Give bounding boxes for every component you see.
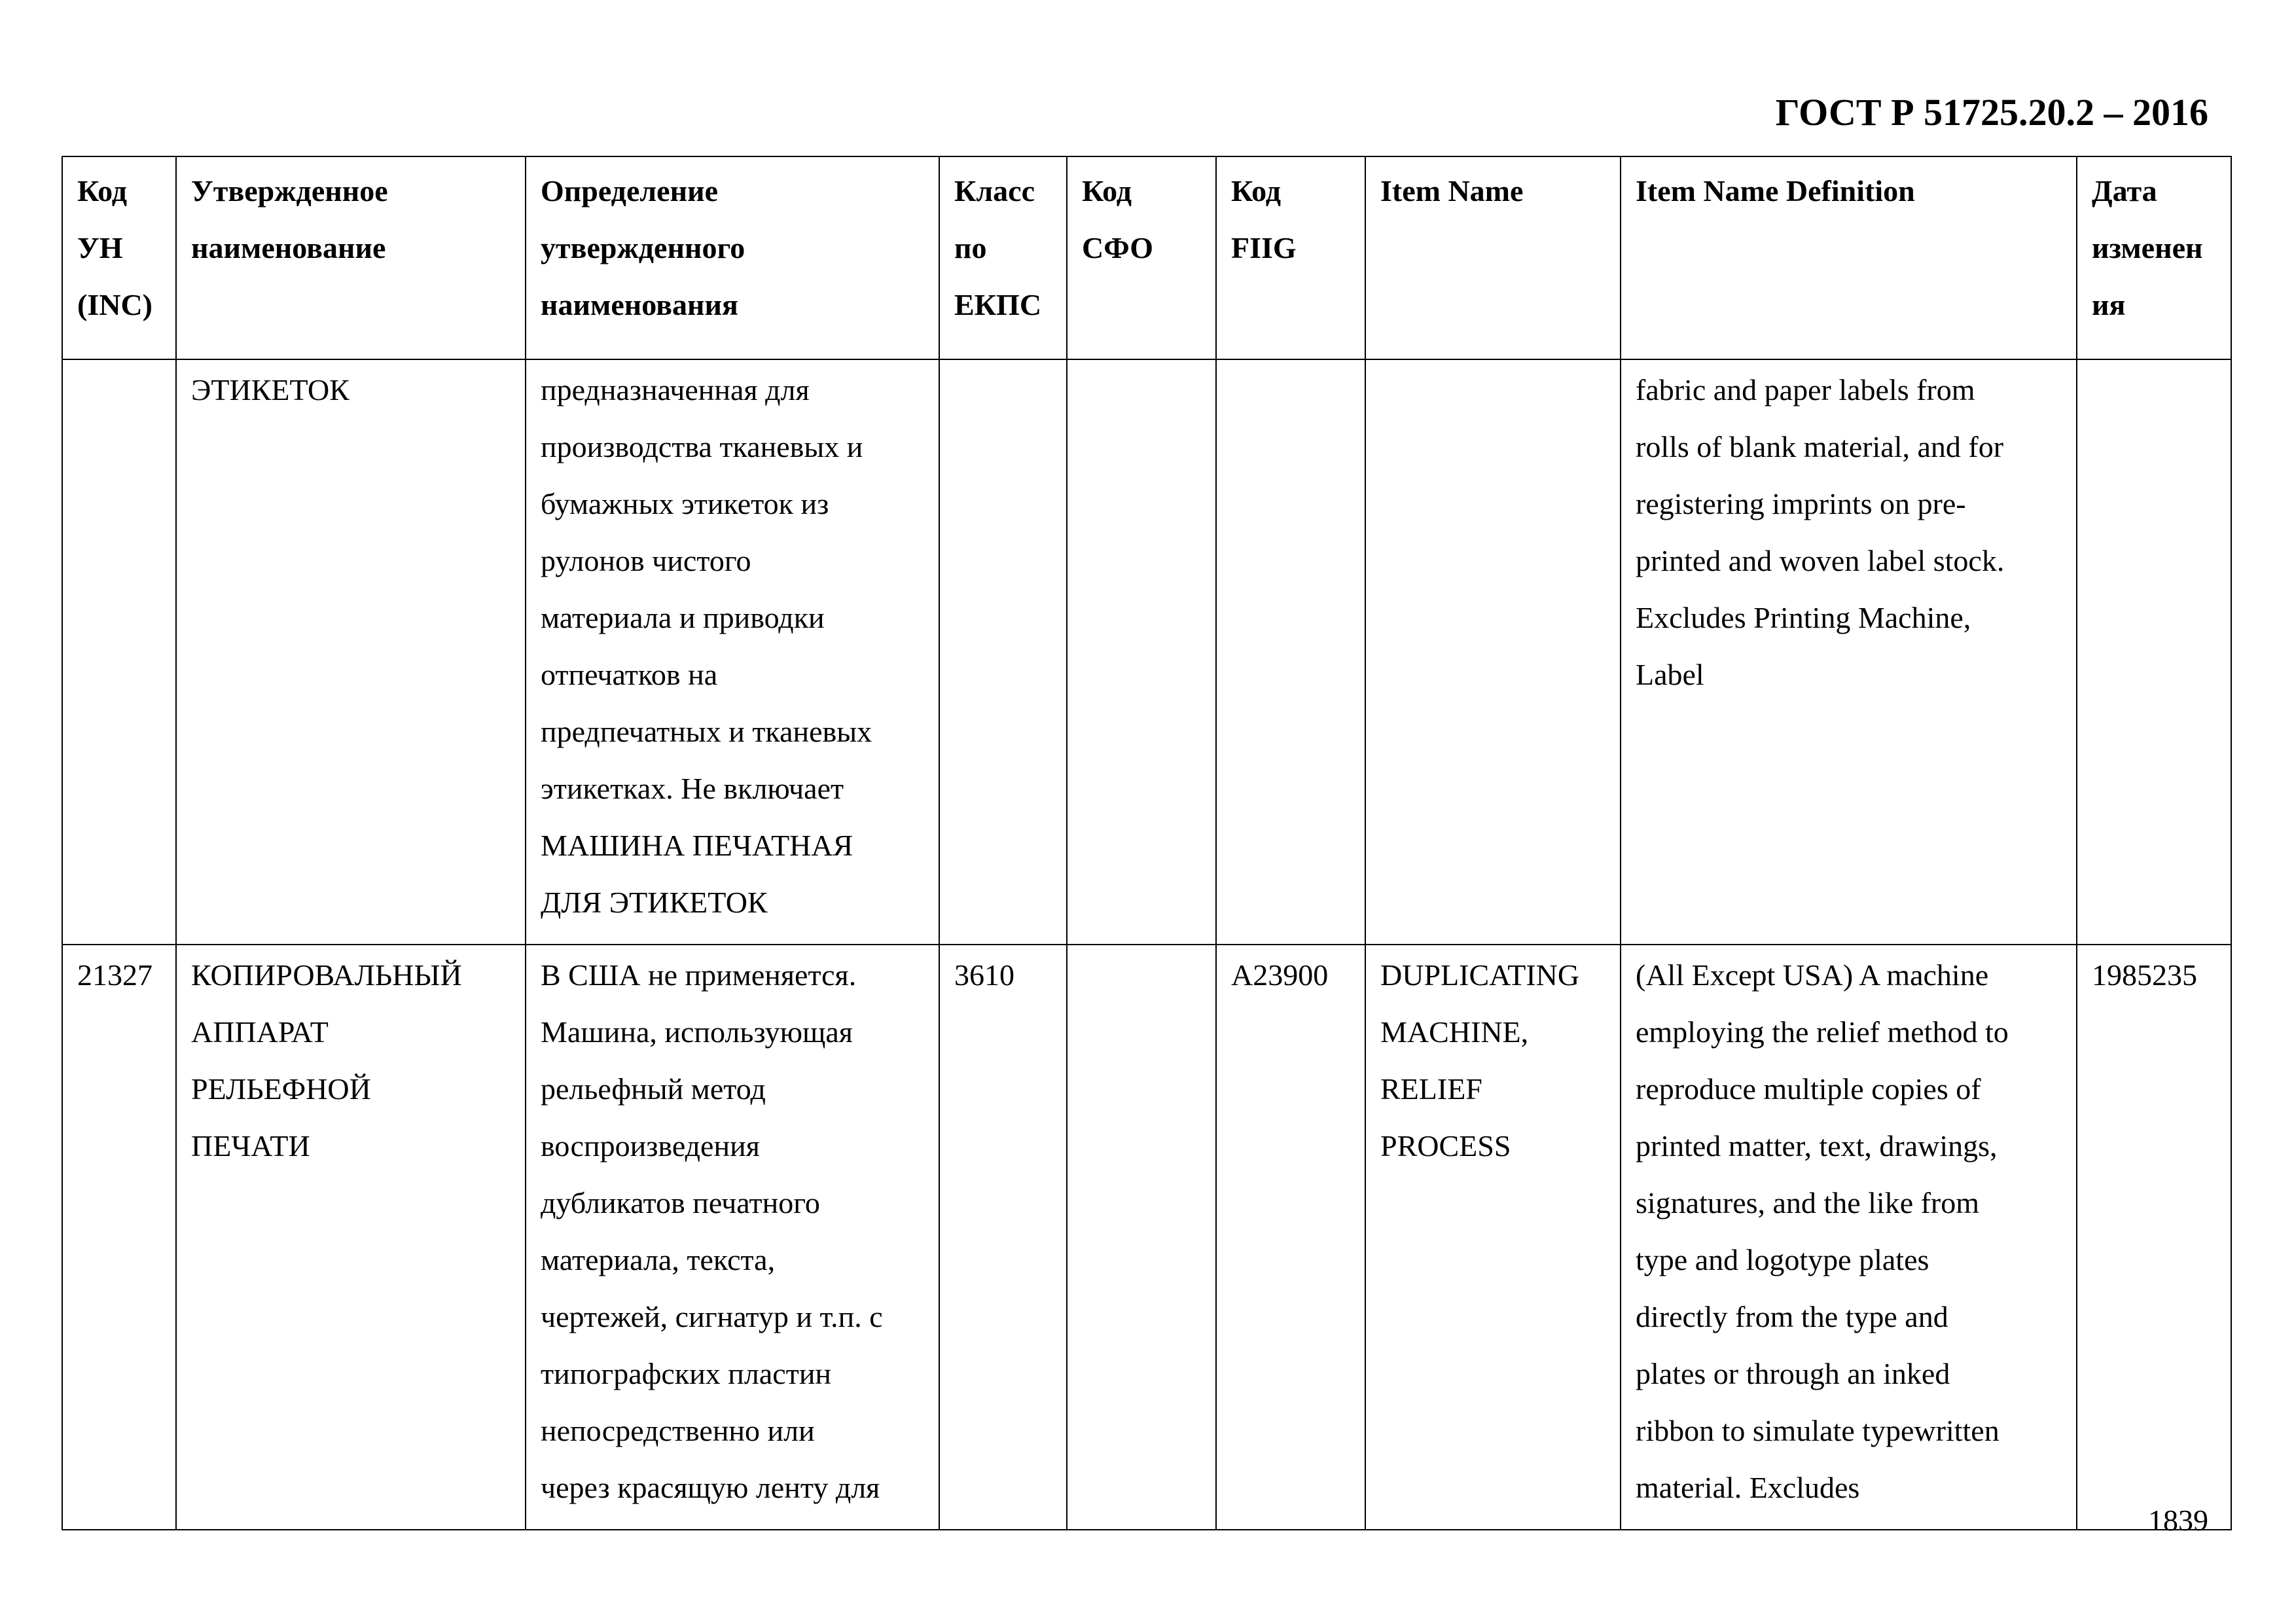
cell-item-name-definition: fabric and paper labels from rolls of blank material, and for registering imprints on pre- printed and woven label stock. Excludes Printing Machine, Label [1621,359,2077,945]
header-approved-name: Утвержденное наименование [176,156,526,359]
cell-ekps-class [939,359,1067,945]
header-sfo-code: Код СФО [1067,156,1216,359]
cell-change-date [2077,359,2231,945]
header-item-name: Item Name [1365,156,1621,359]
cell-item-name [1365,359,1621,945]
cell-item-name-definition: (All Except USA) A machine employing the relief method to reproduce multiple copies of printed matter, text, drawings, signatures, and the like from type and logotype plates directly from the type and plates or through an inked ribbon to simulate typewritten material. Excludes [1621,945,2077,1530]
document-standard-header: ГОСТ Р 51725.20.2 – 2016 [1775,91,2208,134]
cell-inc-code: 21327 [62,945,176,1530]
cell-definition: предназначенная для производства тканевых и бумажных этикеток из рулонов чистого материала и приводки отпечатков на предпечатных и тканевых этикетках. Не включает МАШИНА ПЕЧАТНАЯ ДЛЯ ЭТИКЕТОК [526,359,939,945]
header-change-date: Дата изменен ия [2077,156,2231,359]
header-item-name-definition: Item Name Definition [1621,156,2077,359]
table-header-row [62,156,2231,359]
cell-approved-name: ЭТИКЕТОК [176,359,526,945]
table-row [62,359,2231,945]
page-number: 1839 [2148,1504,2208,1537]
cell-definition: В США не применяется. Машина, использующая рельефный метод воспроизведения дубликатов печатного материала, текста, чертежей, сигнатур и т.п. с типографских пластин непосредственно или через красящую ленту для [526,945,939,1530]
cell-approved-name: КОПИРОВАЛЬНЫЙ АППАРАТ РЕЛЬЕФНОЙ ПЕЧАТИ [176,945,526,1530]
header-inc-code: Код УН (INC) [62,156,176,359]
header-definition: Определение утвержденного наименования [526,156,939,359]
header-fiig-code: Код FIIG [1216,156,1365,359]
table-row [62,945,2231,1530]
header-ekps-class: Класс по ЕКПС [939,156,1067,359]
cell-sfo-code [1067,359,1216,945]
cell-fiig-code [1216,359,1365,945]
cell-sfo-code [1067,945,1216,1530]
cell-change-date: 1985235 [2077,945,2231,1530]
cell-inc-code [62,359,176,945]
cell-item-name: DUPLICATING MACHINE, RELIEF PROCESS [1365,945,1621,1530]
cell-ekps-class: 3610 [939,945,1067,1530]
cell-fiig-code: A23900 [1216,945,1365,1530]
item-names-table [62,156,2232,1530]
